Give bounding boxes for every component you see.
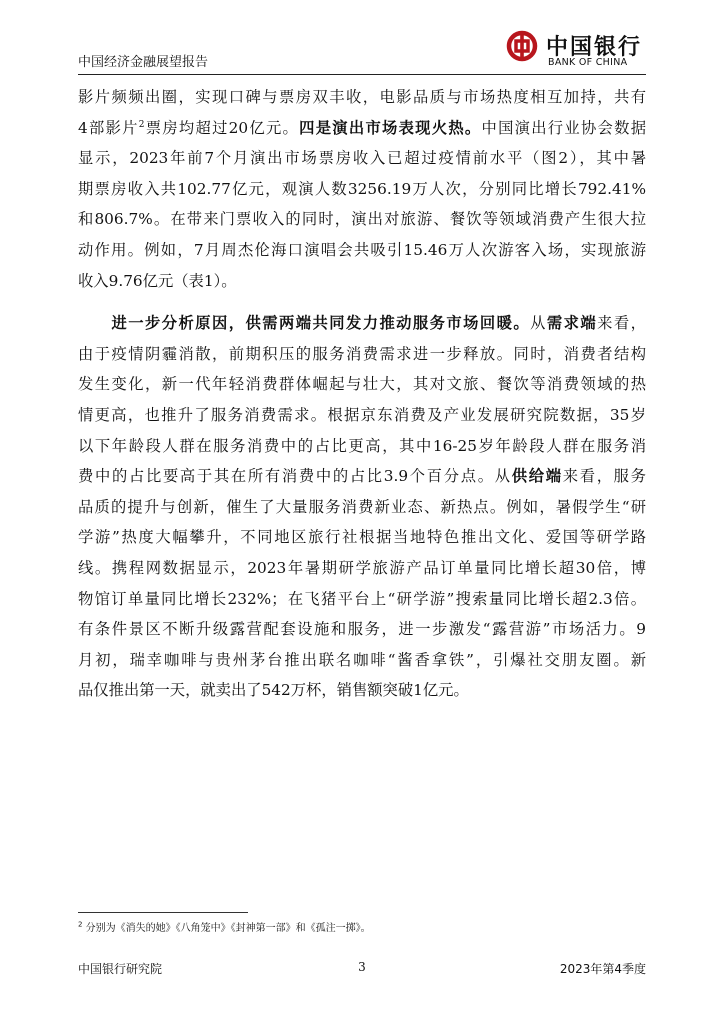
text-line: 4部影片$^2$票房均超过20亿元。四是演出市场表现火热。中国演出行业协会数据 [78,118,646,137]
text-line: 进一步分析原因，供需两端共同发力推动服务市场回暖。从需求端来看， [111,314,646,333]
footnote-ref[interactable]: 2 [138,119,145,130]
text-line: 情更高，也推升了服务消费需求。根据京东消费及产业发展研究院数据，35岁 [78,405,646,424]
page-header [78,28,646,74]
bank-of-china-logo-icon [506,30,538,62]
text-line: 收入9.76亿元（表1）。 [78,271,237,290]
main-text [78,82,646,706]
brand-name-cn: 中国银行 [546,34,643,60]
text-line: 品质的提升与创新，催生了大量服务消费新业态、新热点。例如，暑假学生“研 [78,497,646,516]
footnote-number: 2 [78,920,83,929]
emphasis: 需求端 [546,314,598,333]
text-line: 影片频频出圈，实现口碑与票房双丰收，电影品质与市场热度相互加持，共有 [78,88,646,106]
footer-institute: 中国银行研究院 [78,962,163,976]
text-line: 学游”热度大幅攀升，不同地区旅行社根据当地特色推出文化、爱国等研学路 [78,528,646,547]
emphasis: 供给端 [511,467,563,486]
text-line: 线。携程网数据显示，2023年暑期研学旅游产品订单量同比增长超30倍，博 [78,558,646,577]
text-line: 由于疫情阴霾消散，前期积压的服务消费需求进一步释放。同时，消费者结构 [78,344,646,363]
page-footer [78,960,646,976]
text-line: 发生变化，新一代年轻消费群体崛起与壮大，其对文旅、餐饮等消费领域的热 [78,375,646,394]
footnote-text: 分别为《消失的她》《八角笼中》《封神第一部》和《孤注一掷》。 [85,923,371,934]
text-line: 显示，2023年前7个月演出市场票房收入已超过疫情前水平（图2），其中暑 [78,149,646,168]
emphasis: 进一步分析原因，供需两端共同发力推动服务市场回暖。 [111,314,531,333]
footnote-divider [78,912,248,913]
report-title: 中国经济金融展望报告 [78,55,209,70]
page-number: 3 [358,960,366,974]
footnote [78,919,371,934]
text-line: 动作用。例如，7月周杰伦海口演唱会共吸引15.46万人次游客入场，实现旅游 [78,240,646,259]
text-line: 和806.7%。在带来门票收入的同时，演出对旅游、餐饮等领域消费产生很大拉 [78,210,646,229]
paragraph [78,82,646,296]
paragraph [78,308,646,706]
text-line: 以下年龄段人群在服务消费中的占比更高，其中16-25岁年龄段人群在服务消 [78,436,646,455]
text-line: 月初，瑞幸咖啡与贵州茅台推出联名咖啡“酱香拿铁”，引爆社交朋友圈。新 [78,650,646,669]
brand-name-en: BANK OF CHINA [548,57,628,68]
footer-period: 2023年第4季度 [559,962,646,976]
text-line: 期票房收入共102.77亿元，观演人数3256.19万人次，分别同比增长792.41% [78,179,646,198]
text-line: 费中的占比要高于其在所有消费中的占比3.9个百分点。从供给端来看，服务 [78,467,646,486]
header-divider [78,74,646,75]
emphasis: 四是演出市场表现火热。 [299,118,482,137]
text-line: 有条件景区不断升级露营配套设施和服务，进一步激发“露营游”市场活力。9 [78,620,646,639]
text-line: 品仅推出第一天，就卖出了542万杯，销售额突破1亿元。 [78,681,469,700]
text-line: 物馆订单量同比增长232%；在飞猪平台上“研学游”搜索量同比增长超2.3倍。 [78,589,646,608]
bank-brand [506,28,646,72]
